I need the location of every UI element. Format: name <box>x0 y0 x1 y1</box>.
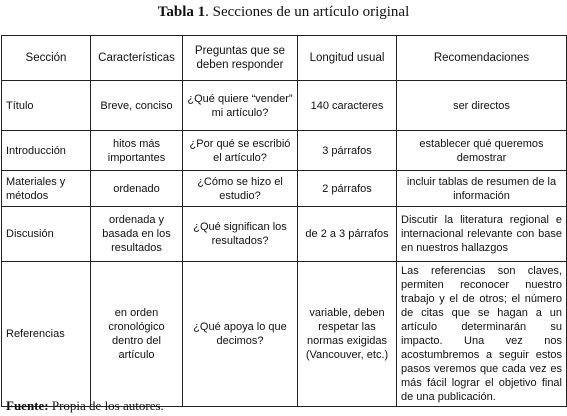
cell-seccion: Título <box>2 81 91 131</box>
cell-preguntas: ¿Qué significan los resultados? <box>183 207 298 262</box>
cell-preguntas: ¿Qué apoya lo que decimos? <box>183 262 298 407</box>
header-recomendaciones: Recomendaciones <box>397 36 567 81</box>
table-caption <box>0 3 567 21</box>
cell-preguntas: ¿Por qué se escribió el artículo? <box>183 131 298 171</box>
cell-recomendaciones: Las referencias son claves, permiten reconocer nuestro trabajo y el de otros; el número de citas que se hagan a un artículo determinarán su impacto. Una vez nos acostumbremos a seguir estos pasos veremos que cada vez es más fácil lograr el objetivo final de una publicación. <box>397 262 567 407</box>
table-row <box>2 131 567 171</box>
cell-caracteristicas: ordenado <box>91 171 183 207</box>
cell-caracteristicas: ordenada y basada en los resultados <box>91 207 183 262</box>
cell-preguntas: ¿Cómo se hizo el estudio? <box>183 171 298 207</box>
cell-recomendaciones: Discutir la literatura regional e internacional relevante con base en nuestros hallazgos <box>397 207 567 262</box>
cell-seccion: Introducción <box>2 131 91 171</box>
cell-longitud: variable, deben respetar las normas exigidas (Vancouver, etc.) <box>298 262 397 407</box>
footer-text: Propia de los autores. <box>48 398 164 413</box>
header-preguntas: Preguntas que se deben responder <box>183 36 298 81</box>
header-caracteristicas: Características <box>91 36 183 81</box>
cell-recomendaciones: establecer qué queremos demostrar <box>397 131 567 171</box>
header-longitud: Longitud usual <box>298 36 397 81</box>
table-header-row <box>2 36 567 81</box>
cell-caracteristicas: hitos más importantes <box>91 131 183 171</box>
table-row <box>2 262 567 407</box>
table-source-note <box>6 398 164 413</box>
footer-label: Fuente: <box>6 398 49 413</box>
caption-text: . Secciones de un artículo original <box>205 4 410 20</box>
cell-seccion: Discusión <box>2 207 91 262</box>
cell-recomendaciones: incluir tablas de resumen de la información <box>397 171 567 207</box>
cell-longitud: 3 párrafos <box>298 131 397 171</box>
sections-table <box>1 35 567 407</box>
cell-preguntas: ¿Qué quiere “vender” mi artículo? <box>183 81 298 131</box>
table-row <box>2 81 567 131</box>
cell-longitud: 140 caracteres <box>298 81 397 131</box>
table-row <box>2 207 567 262</box>
cell-longitud: 2 párrafos <box>298 171 397 207</box>
table-row <box>2 171 567 207</box>
cell-seccion: Referencias <box>2 262 91 407</box>
cell-recomendaciones: ser directos <box>397 81 567 131</box>
caption-label: Tabla 1 <box>157 4 206 20</box>
cell-seccion: Materiales y métodos <box>2 171 91 207</box>
cell-longitud: de 2 a 3 párrafos <box>298 207 397 262</box>
cell-caracteristicas: Breve, conciso <box>91 81 183 131</box>
cell-caracteristicas: en orden cronológico dentro del artículo <box>91 262 183 407</box>
header-seccion: Sección <box>2 36 91 81</box>
